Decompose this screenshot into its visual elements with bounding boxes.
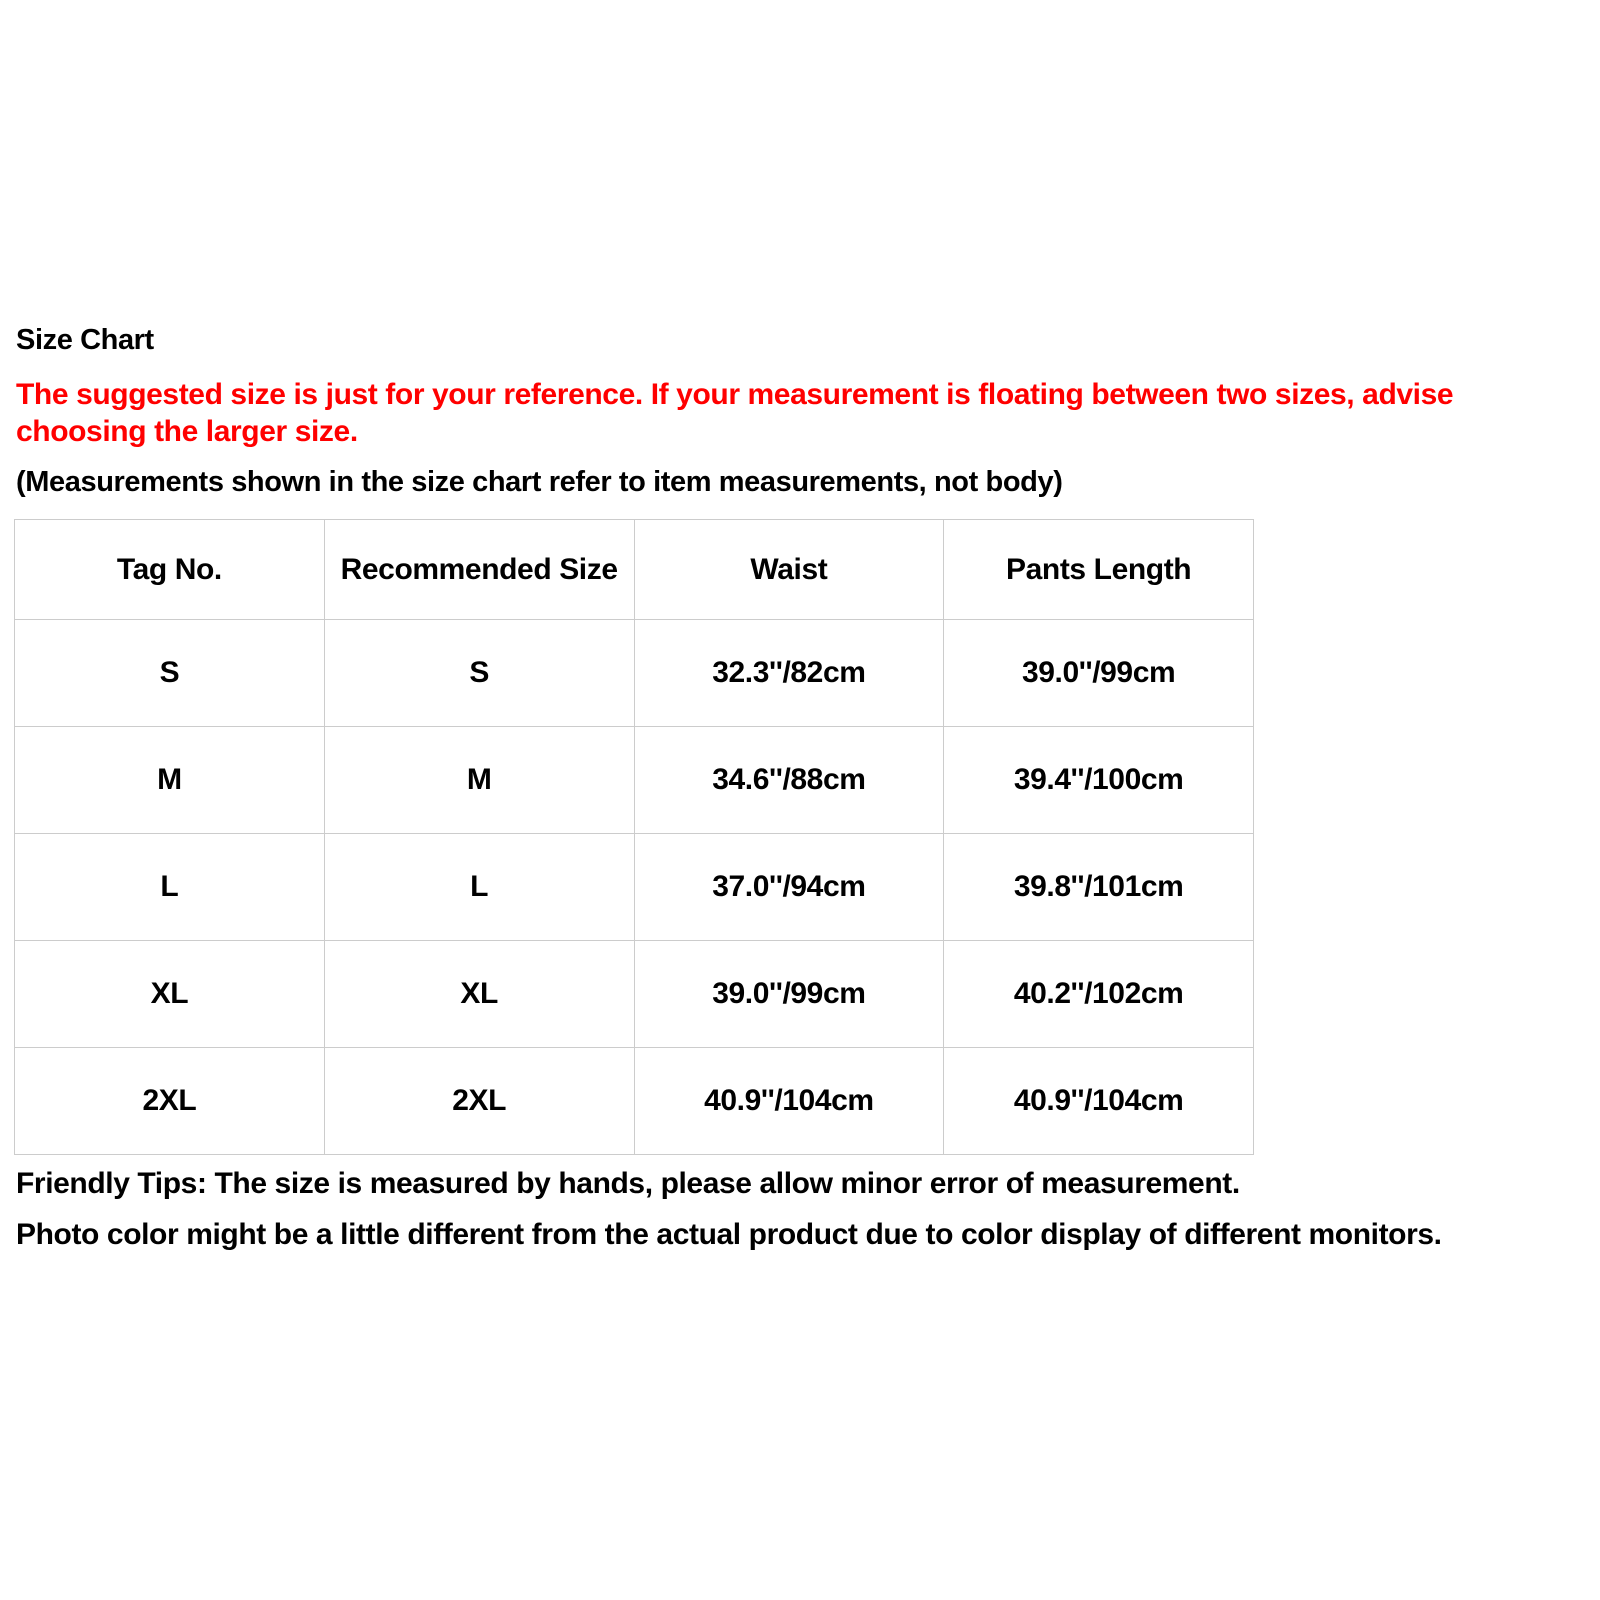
table-cell: M [324,727,634,834]
header-cell-tag-no: Tag No. [15,520,325,620]
table-row-l [15,834,1254,941]
size-notice [16,376,1584,450]
table-cell: L [324,834,634,941]
table-cell: 39.4''/100cm [944,727,1254,834]
table-cell: S [15,620,325,727]
table-row-2xl [15,1048,1254,1155]
table-cell: 39.0''/99cm [634,941,944,1048]
size-chart-table [14,519,1254,1155]
table-row-m [15,727,1254,834]
header-cell-waist: Waist [634,520,944,620]
table-cell: 39.8''/101cm [944,834,1254,941]
table-cell: 2XL [324,1048,634,1155]
photo-color-note: Photo color might be a little different from the actual product due to color display of different monitors. [16,1218,1442,1251]
page-title: Size Chart [16,324,154,356]
size-notice-line-2: choosing the larger size. [16,415,358,448]
table-cell: 2XL [15,1048,325,1155]
table-cell: XL [324,941,634,1048]
table-cell: 39.0''/99cm [944,620,1254,727]
friendly-tips-line: Friendly Tips: The size is measured by hands, please allow minor error of measurement. [16,1167,1240,1200]
table-header-row [15,520,1254,620]
measurement-note: (Measurements shown in the size chart refer to item measurements, not body) [16,466,1063,498]
table-cell: XL [15,941,325,1048]
table-cell: 37.0''/94cm [634,834,944,941]
table-cell: 40.9''/104cm [944,1048,1254,1155]
table-cell: M [15,727,325,834]
header-cell-pants-length: Pants Length [944,520,1254,620]
size-notice-line-1: The suggested size is just for your reference. If your measurement is floating between two sizes, advise [16,378,1454,411]
table-row-xl [15,941,1254,1048]
header-cell-recommended-size: Recommended Size [324,520,634,620]
table-cell: 40.2''/102cm [944,941,1254,1048]
table-cell: 32.3''/82cm [634,620,944,727]
tips-section [16,1167,1584,1252]
table-cell: L [15,834,325,941]
table-row-s [15,620,1254,727]
table-cell: 34.6''/88cm [634,727,944,834]
table-cell: 40.9''/104cm [634,1048,944,1155]
table-cell: S [324,620,634,727]
